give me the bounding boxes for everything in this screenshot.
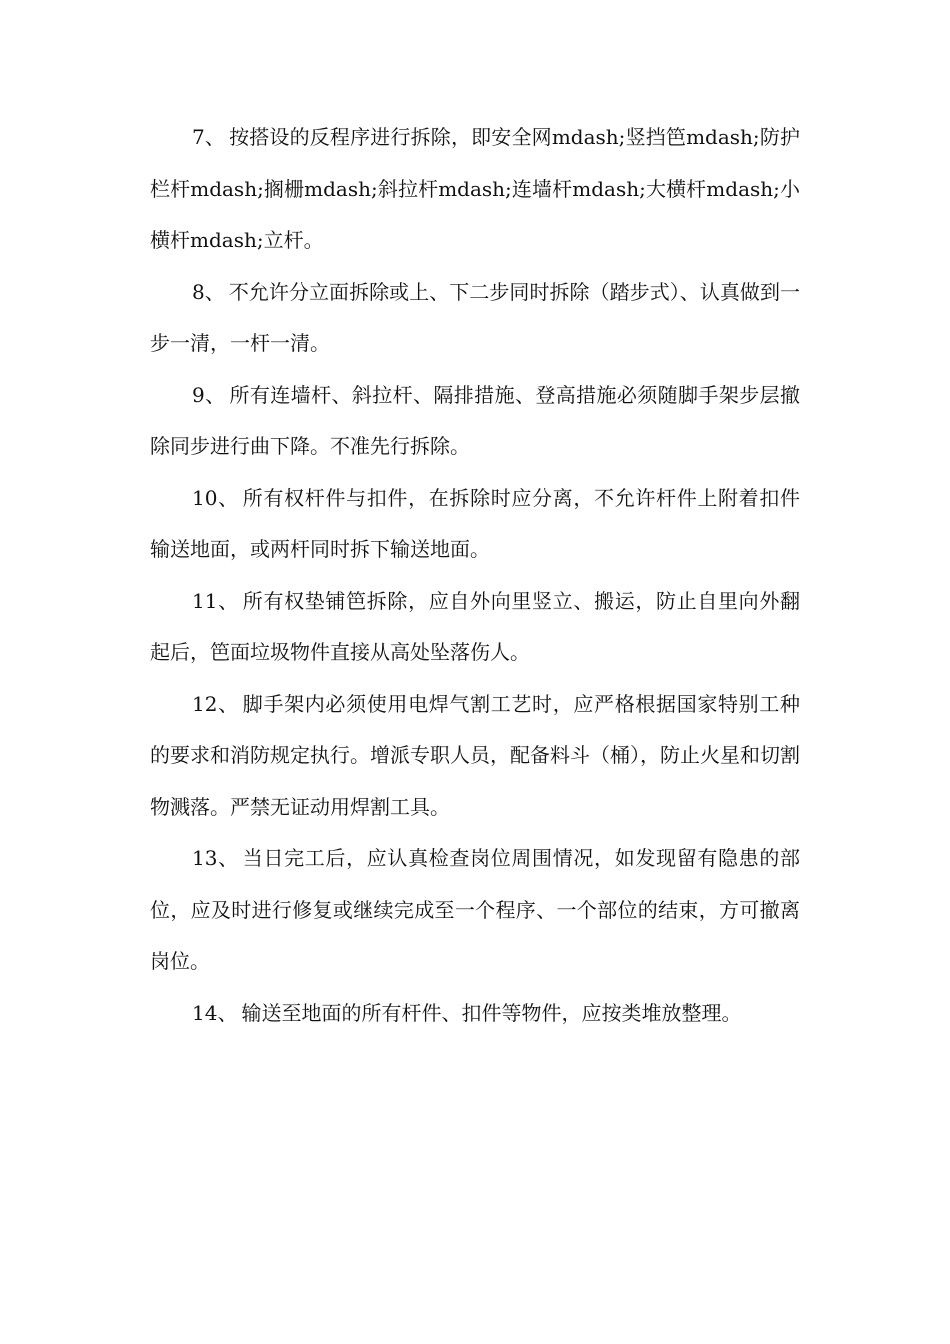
paragraph-9 — [150, 370, 800, 473]
paragraph-text: 输送至地面的所有杆件、扣件等物件，应按类堆放整理。 — [241, 1000, 742, 1025]
document-body — [150, 112, 800, 1039]
paragraph-number: 7、 — [192, 125, 226, 149]
paragraph-text: 所有权杆件与扣件，在拆除时应分离，不允许杆件上附着扣件输送地面，或两杆同时拆下输送地面。 — [150, 485, 801, 561]
paragraph-13 — [150, 833, 800, 988]
paragraph-text: 按搭设的反程序进行拆除，即安全网mdash;竖挡笆mdash;防护栏杆mdash;搁栅mdash;斜拉杆mdash;连墙杆mdash;大横杆mdash;小横杆mdash;立杆。 — [150, 125, 800, 252]
paragraph-12 — [150, 679, 800, 834]
paragraph-8 — [150, 267, 800, 370]
paragraph-number: 11、 — [192, 588, 239, 613]
paragraph-number: 8、 — [192, 279, 225, 304]
paragraph-11 — [150, 576, 800, 679]
paragraph-text: 脚手架内必须使用电焊气割工艺时，应严格根据国家特别工种的要求和消防规定执行。增派专职人员，配备料斗（桶），防止火星和切割物溅落。严禁无证动用焊割工具。 — [150, 691, 801, 819]
paragraph-text: 当日完工后，应认真检查岗位周围情况，如发现留有隐患的部位，应及时进行修复或继续完成至一个程序、一个部位的结束，方可撤离岗位。 — [150, 846, 801, 973]
paragraph-text: 不允许分立面拆除或上、下二步同时拆除（踏步式）、认真做到一步一清，一杆一清。 — [150, 279, 800, 355]
paragraph-number: 10、 — [192, 485, 239, 510]
paragraph-number: 9、 — [192, 382, 226, 407]
paragraph-number: 13、 — [192, 846, 239, 870]
paragraph-number: 14、 — [192, 1000, 238, 1025]
paragraph-7 — [150, 112, 800, 267]
paragraph-14 — [150, 988, 800, 1040]
paragraph-text: 所有连墙杆、斜拉杆、隔排措施、登高措施必须随脚手架步层撤除同步进行曲下降。不准先行拆除。 — [150, 382, 801, 458]
paragraph-10 — [150, 473, 800, 576]
paragraph-number: 12、 — [192, 691, 239, 716]
paragraph-text: 所有权垫铺笆拆除，应自外向里竖立、搬运，防止自里向外翻起后，笆面垃圾物件直接从高处坠落伤人。 — [150, 588, 801, 664]
